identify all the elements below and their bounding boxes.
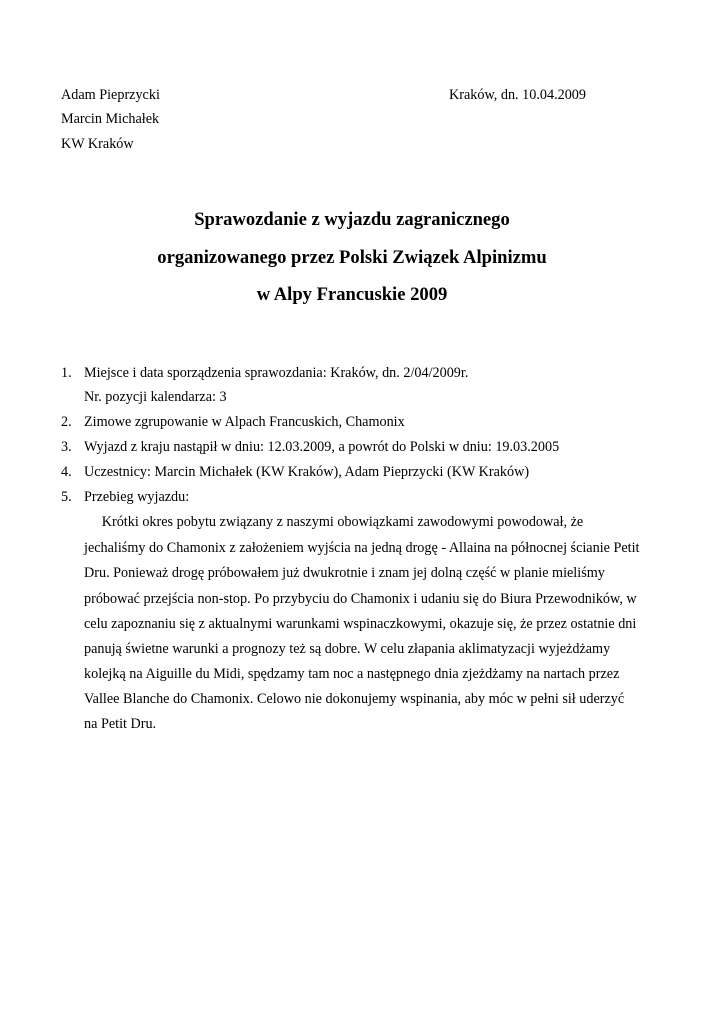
report-line-4: próbować przejścia non-stop. Po przybyciu do Chamonix i udaniu się do Biura Przewodników, w [84, 591, 637, 607]
report-line-5: celu zapoznaniu się z aktualnymi warunkami wspinaczkowymi, okazuje się, że przez ostatnie dni [84, 616, 637, 632]
list-item-4: Uczestnicy: Marcin Michałek (KW Kraków), Adam Pieprzycki (KW Kraków) [84, 464, 530, 480]
place-date: Kraków, dn. 10.04.2009 [449, 87, 586, 103]
list-number-3: 3. [61, 439, 72, 455]
list-item-5: Przebieg wyjazdu: [84, 489, 190, 505]
author-name-1: Adam Pieprzycki [61, 87, 160, 103]
list-item-3: Wyjazd z kraju nastąpił w dniu: 12.03.2009, a powrót do Polski w dniu: 19.03.2005 [84, 439, 560, 455]
list-number-1: 1. [61, 365, 72, 381]
report-line-8: Vallee Blanche do Chamonix. Celowo nie dokonujemy wspinania, aby móc w pełni sił uderzyć [84, 691, 625, 707]
list-item-1-extra: Nr. pozycji kalendarza: 3 [84, 389, 227, 405]
title-line-2: organizowanego przez Polski Związek Alpinizmu [157, 247, 547, 268]
list-number-4: 4. [61, 464, 72, 480]
report-line-7: kolejką na Aiguille du Midi, spędzamy tam noc a następnego dnia zjeżdżamy na nartach przez [84, 666, 620, 682]
report-line-6: panują świetne warunki a prognozy też są dobre. W celu złapania aklimatyzacji wyjeżdżamy [84, 641, 611, 657]
list-number-5: 5. [61, 489, 72, 505]
report-line-9: na Petit Dru. [84, 716, 157, 732]
author-name-2: Marcin Michałek [61, 111, 160, 127]
report-line-3: Dru. Ponieważ drogę próbowałem już dwukrotnie i znam jej dolną część w planie mieliśmy [84, 565, 605, 581]
list-item-2: Zimowe zgrupowanie w Alpach Francuskich, Chamonix [84, 414, 405, 430]
report-line-2: jechaliśmy do Chamonix z założeniem wyjścia na jedną drogę - Allaina na północnej ścianie Petit [84, 540, 640, 556]
list-number-2: 2. [61, 414, 72, 430]
author-club: KW Kraków [61, 136, 134, 152]
list-item-1: Miejsce i data sporządzenia sprawozdania: Kraków, dn. 2/04/2009r. [84, 365, 469, 381]
title-line-3: w Alpy Francuskie 2009 [256, 284, 448, 305]
report-line-1: Krótki okres pobytu związany z naszymi obowiązkami zawodowymi powodował, że [84, 514, 584, 530]
title-line-1: Sprawozdanie z wyjazdu zagranicznego [194, 209, 510, 230]
